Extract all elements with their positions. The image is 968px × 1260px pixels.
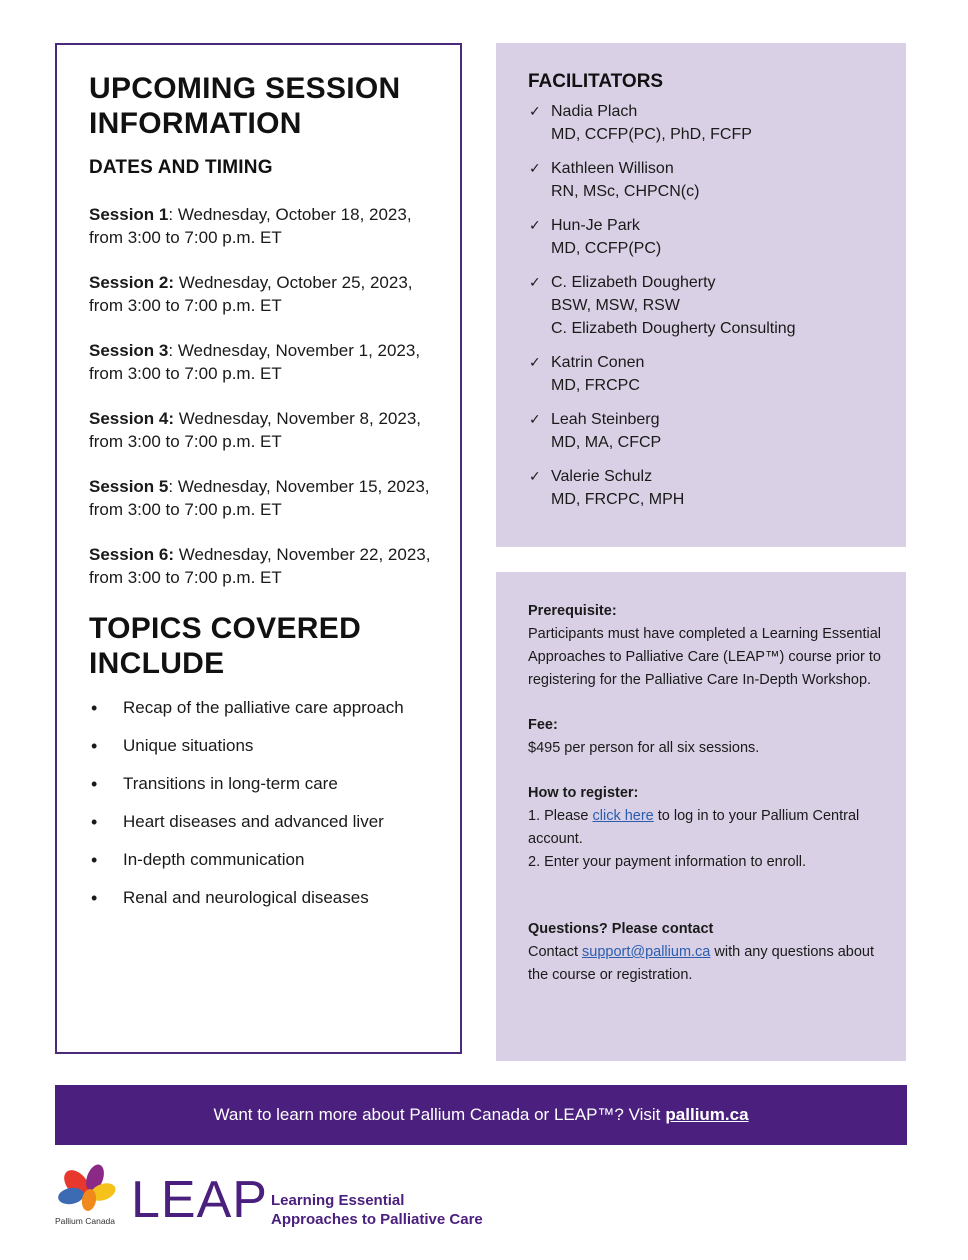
session-label: Session 1 [89, 205, 169, 224]
facilitator-item [528, 271, 886, 340]
session-label: Session 5 [89, 477, 169, 496]
banner-text: Want to learn more about Pallium Canada or LEAP™? Visit [213, 1105, 661, 1124]
prerequisite-label: Prerequisite: [528, 603, 617, 619]
facilitator-name: Kathleen Willison [551, 160, 674, 177]
topic-item: • Unique situations [89, 735, 440, 757]
questions-pre: Contact [528, 944, 582, 960]
session-label: Session 2: [89, 273, 175, 292]
footer-banner [55, 1085, 907, 1145]
leap-logo [55, 1162, 525, 1232]
course-info-panel [496, 572, 906, 1061]
session-item [89, 407, 440, 453]
register-step1-pre: 1. Please [528, 808, 593, 824]
fee-block [528, 714, 886, 760]
session-label: Session 6: [89, 545, 175, 564]
questions-post: with any questions about the course or registration. [528, 944, 875, 983]
topic-item: • Recap of the palliative care approach [89, 697, 440, 719]
click-here-link[interactable]: click here [592, 808, 654, 824]
facilitator-name: Nadia Plach [551, 103, 638, 120]
session-item [89, 271, 440, 317]
session-datetime: : Wednesday, November 1, 2023, from 3:00 to 7:00 p.m. ET [89, 341, 421, 383]
pallium-flower-icon [55, 1162, 119, 1222]
session-item [89, 543, 440, 589]
session-datetime: : Wednesday, November 15, 2023, from 3:00 to 7:00 p.m. ET [89, 477, 430, 519]
session-list [89, 203, 440, 589]
topic-item: • In-depth communication [89, 849, 440, 871]
facilitator-creds: BSW, MSW, RSW [551, 297, 680, 314]
session-datetime: Wednesday, October 25, 2023, from 3:00 to 7:00 p.m. ET [89, 273, 413, 315]
session-item [89, 475, 440, 521]
facilitator-item [528, 351, 886, 397]
pallium-canada-name: Pallium Canada [55, 1216, 116, 1226]
prerequisite-text: Participants must have completed a Learning Essential Approaches to Palliative Care (LEAP™) course prior to registering for the Palliative Care In-Depth Workshop. [528, 626, 882, 688]
session-label: Session 4: [89, 409, 175, 428]
facilitator-item [528, 214, 886, 260]
prerequisite-block [528, 600, 886, 692]
session-datetime: Wednesday, November 22, 2023, from 3:00 to 7:00 p.m. ET [89, 545, 431, 587]
fee-label: Fee: [528, 717, 558, 733]
session-info-title: UPCOMING SESSION INFORMATION [89, 72, 401, 140]
facilitator-creds: RN, MSc, CHPCN(c) [551, 183, 700, 200]
checkmark-icon: ✓ [529, 103, 541, 119]
facilitators-title: FACILITATORS [528, 71, 664, 92]
questions-label: Questions? Please contact [528, 921, 714, 937]
questions-block [528, 918, 886, 987]
facilitator-name: C. Elizabeth Dougherty [551, 274, 716, 291]
register-block [528, 782, 886, 874]
facilitator-item [528, 465, 886, 511]
checkmark-icon: ✓ [529, 274, 541, 290]
facilitator-creds: MD, CCFP(PC) [551, 240, 662, 257]
facilitator-name: Katrin Conen [551, 354, 645, 371]
facilitator-creds: MD, CCFP(PC), PhD, FCFP [551, 126, 752, 143]
session-datetime: Wednesday, November 8, 2023, from 3:00 to 7:00 p.m. ET [89, 409, 422, 451]
pallium-website-link[interactable]: pallium.ca [665, 1105, 749, 1124]
register-label: How to register: [528, 785, 639, 801]
support-email-link[interactable]: support@pallium.ca [582, 944, 711, 960]
checkmark-icon: ✓ [529, 160, 541, 176]
topic-item: • Renal and neurological diseases [89, 887, 440, 909]
leap-tagline: Learning Essential Approaches to Palliative Care [271, 1192, 483, 1228]
facilitators-list [528, 100, 886, 511]
register-step2: 2. Enter your payment information to enroll. [528, 854, 807, 870]
facilitator-name: Hun-Je Park [551, 217, 640, 234]
facilitator-creds: MD, FRCPC [551, 377, 640, 394]
facilitator-name: Leah Steinberg [551, 411, 660, 428]
fee-text: $495 per person for all six sessions. [528, 740, 760, 756]
topic-item: • Heart diseases and advanced liver [89, 811, 440, 833]
checkmark-icon: ✓ [529, 354, 541, 370]
checkmark-icon: ✓ [529, 468, 541, 484]
facilitator-creds: MD, MA, CFCP [551, 434, 662, 451]
facilitator-creds: MD, FRCPC, MPH [551, 491, 685, 508]
session-info-box [55, 43, 462, 1054]
topics-title: TOPICS COVERED INCLUDE [89, 612, 362, 680]
session-item [89, 203, 440, 249]
dates-timing-subtitle: DATES AND TIMING [89, 157, 273, 178]
register-step1-post: to log in to your Pallium Central account. [528, 808, 860, 847]
facilitator-name: Valerie Schulz [551, 468, 653, 485]
facilitator-item [528, 408, 886, 454]
facilitators-panel [496, 43, 906, 547]
facilitator-item [528, 100, 886, 146]
checkmark-icon: ✓ [529, 411, 541, 427]
session-datetime: : Wednesday, October 18, 2023, from 3:00 to 7:00 p.m. ET [89, 205, 412, 247]
leap-wordmark: LEAP [131, 1171, 268, 1229]
topics-list [89, 697, 440, 909]
session-label: Session 3 [89, 341, 169, 360]
checkmark-icon: ✓ [529, 217, 541, 233]
facilitator-item [528, 157, 886, 203]
facilitator-extra: C. Elizabeth Dougherty Consulting [551, 320, 796, 337]
session-item [89, 339, 440, 385]
topic-item: • Transitions in long-term care [89, 773, 440, 795]
